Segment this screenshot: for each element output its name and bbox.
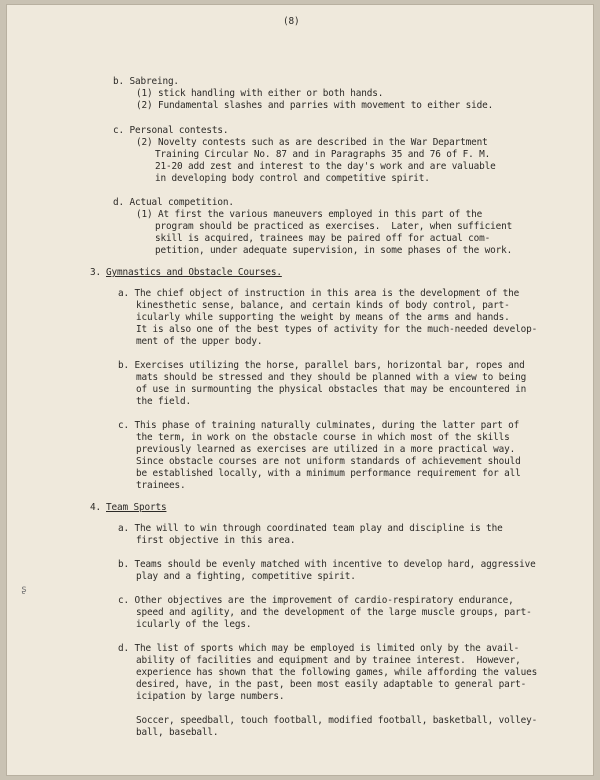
gymnastics-para-c: trainees. [136, 480, 186, 491]
section-number: 3. [90, 267, 101, 278]
team-sports-heading: Team Sports [106, 502, 167, 513]
team-sports-para-a: first objective in this area. [136, 535, 296, 546]
team-sports-para-d: d. The list of sports which may be employed is limited only by the avail- [118, 643, 520, 654]
competition-line: program should be practiced as exercises. Later, when sufficient [155, 221, 513, 232]
margin-mark: ʂ [21, 584, 27, 595]
gymnastics-para-c: the term, in work on the obstacle course in which most of the skills [136, 432, 510, 443]
personal-contests-line: Training Circular No. 87 and in Paragraphs 35 and 76 of F. M. [155, 149, 491, 160]
team-sports-para-c: c. Other objectives are the improvement of cardio-respiratory endurance, [118, 595, 514, 606]
team-sports-para-d: ability of facilities and equipment and by trainee interest. However, [136, 655, 521, 666]
sabreing-heading: b. Sabreing. [113, 76, 179, 87]
gymnastics-para-c: c. This phase of training naturally culminates, during the latter part of [118, 420, 520, 431]
gymnastics-para-c: be established locally, with a minimum performance requirement for all [136, 468, 521, 479]
section-number: 4. [90, 502, 101, 513]
gymnastics-para-c: Since obstacle courses are not uniform standards of achievement should [136, 456, 521, 467]
typewritten-text [6, 4, 594, 776]
gymnastics-para-b: of use in surmounting the physical obstacles that may be encountered in [136, 384, 527, 395]
gymnastics-para-b: mats should be stressed and they should be planned with a view to being [136, 372, 527, 383]
team-sports-para-c: speed and agility, and the development of the large muscle groups, part- [136, 607, 532, 618]
gymnastics-para-c: previously learned as exercises are utilized in a more practical way. [136, 444, 516, 455]
gymnastics-para-a: icularly while supporting the weight by means of the arms and hands. [136, 312, 510, 323]
gymnastics-para-a: ment of the upper body. [136, 336, 263, 347]
team-sports-para-b: b. Teams should be evenly matched with incentive to develop hard, aggressive [118, 559, 536, 570]
competition-line: petition, under adequate supervision, in some phases of the work. [155, 245, 513, 256]
personal-contests-line: (2) Novelty contests such as are described in the War Department [136, 137, 488, 148]
competition-heading: d. Actual competition. [113, 197, 234, 208]
document-page [6, 4, 594, 776]
gymnastics-para-a: It is also one of the best types of activity for the much-needed develop- [136, 324, 538, 335]
gymnastics-para-a: kinesthetic sense, balance, and certain kinds of body control, part- [136, 300, 510, 311]
gymnastics-para-b: the field. [136, 396, 191, 407]
team-sports-para-d: desired, have, in the past, been most easily adaptable to general part- [136, 679, 527, 690]
gymnastics-para-b: b. Exercises utilizing the horse, parallel bars, horizontal bar, ropes and [118, 360, 525, 371]
team-sports-para-a: a. The will to win through coordinated team play and discipline is the [118, 523, 503, 534]
sports-list: Soccer, speedball, touch football, modified football, basketball, volley- [136, 715, 538, 726]
personal-contests-line: 21-20 add zest and interest to the day's work and are valuable [155, 161, 496, 172]
gymnastics-heading: Gymnastics and Obstacle Courses. [106, 267, 282, 278]
personal-contests-line: in developing body control and competitive spirit. [155, 173, 430, 184]
sabreing-item: (2) Fundamental slashes and parries with movement to either side. [136, 100, 494, 111]
team-sports-para-b: play and a fighting, competitive spirit. [136, 571, 356, 582]
competition-line: (1) At first the various maneuvers employed in this part of the [136, 209, 483, 220]
competition-line: skill is acquired, trainees may be paired off for actual com- [155, 233, 491, 244]
team-sports-para-c: icularly of the legs. [136, 619, 252, 630]
personal-contests-heading: c. Personal contests. [113, 125, 229, 136]
sabreing-item: (1) stick handling with either or both hands. [136, 88, 384, 99]
sports-list: ball, baseball. [136, 727, 219, 738]
team-sports-para-d: icipation by large numbers. [136, 691, 285, 702]
gymnastics-para-a: a. The chief object of instruction in this area is the development of the [118, 288, 520, 299]
page-number: (8) [283, 16, 300, 27]
team-sports-para-d: experience has shown that the following games, while affording the values [136, 667, 538, 678]
